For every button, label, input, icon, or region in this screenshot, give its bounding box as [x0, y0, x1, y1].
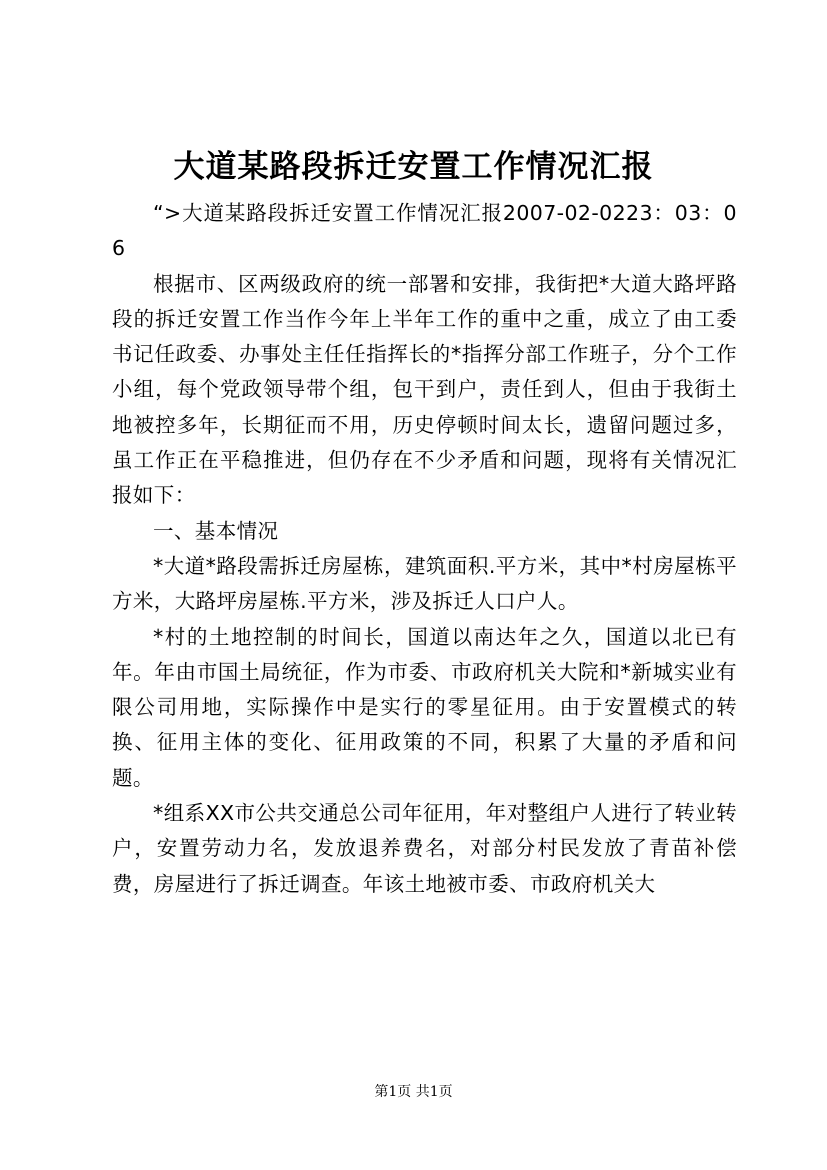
paragraph-land-control: *村的土地控制的时间长，国道以南达年之久，国道以北已有年。年由市国土局统征，作为市委、市政府机关大院和*新城实业有限公司用地，实际操作中是实行的零星征用。由于安置模式的转换、征用主体的变化、征用政策的不同，积累了大量的矛盾和问题。	[112, 624, 737, 790]
document-title: 大道某路段拆迁安置工作情况汇报	[173, 149, 654, 185]
paragraph-group-acquisition: *组系XX市公共交通总公司年征用，年对整组户人进行了转业转户，安置劳动力名，发放退养费名，对部分村民发放了青苗补偿费，房屋进行了拆迁调查。年该土地被市委、市政府机关大	[112, 801, 737, 896]
page-footer: 第1页 共1页	[374, 1084, 453, 1100]
paragraph-demolition-scope: *大道*路段需拆迁房屋栋，建筑面积.平方米，其中*村房屋栋平方米，大路坪房屋栋.平方米，涉及拆迁人口户人。	[112, 553, 737, 614]
document-body	[112, 196, 737, 902]
paragraph-intro: 根据市、区两级政府的统一部署和安排，我街把*大道大路坪路段的拆迁安置工作当作今年上半年工作的重中之重，成立了由工委书记任政委、办事处主任任指挥长的*指挥分部工作班子，分个工作小组，每个党政领导带个组，包干到户，责任到人，但由于我街土地被控多年，长期征而不用，历史停顿时间太长，遗留问题过多，虽工作正在平稳推进，但仍存在不少矛盾和问题，现将有关情况汇报如下：	[112, 271, 737, 508]
paragraph-header-line: “>大道某路段拆迁安置工作情况汇报2007-02-0223：03：06	[112, 201, 737, 261]
section-heading-basic-situation: 一、基本情况	[153, 518, 279, 543]
